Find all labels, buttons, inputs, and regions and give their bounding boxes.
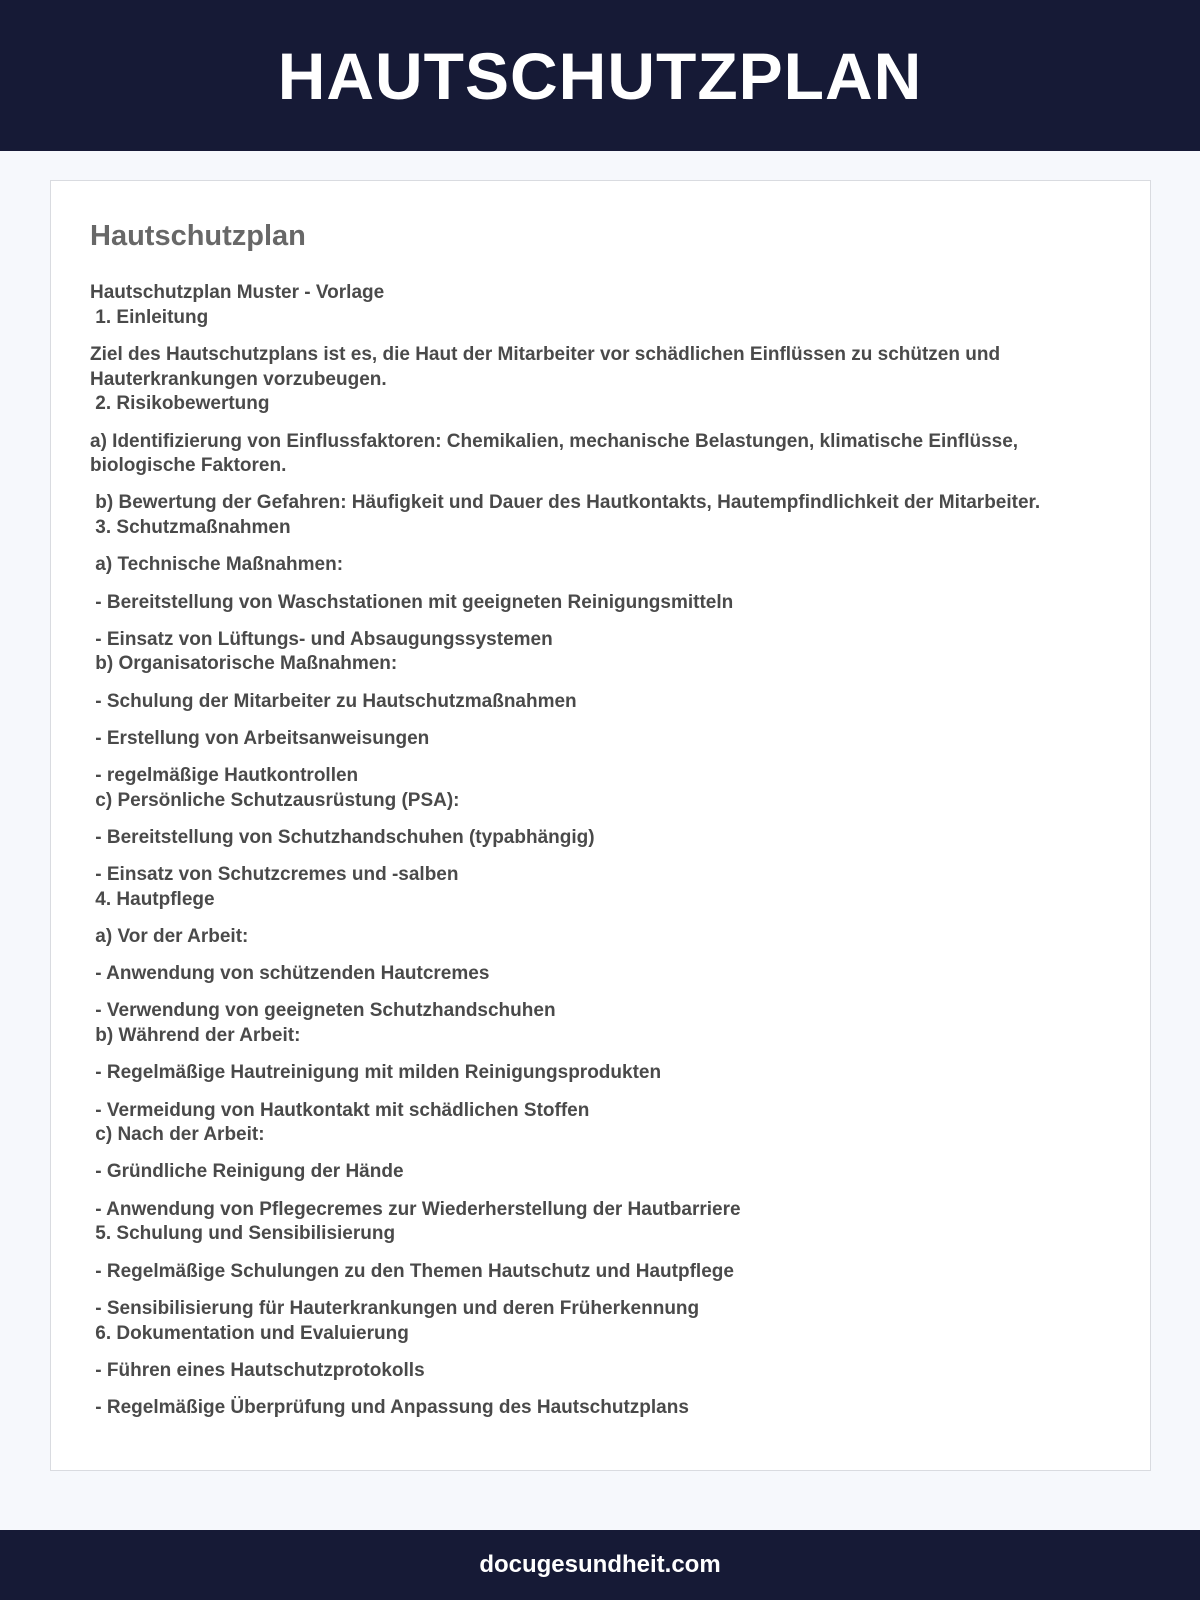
document-line: - Verwendung von geeigneten Schutzhandschuhen	[90, 1000, 556, 1022]
document-line: - Anwendung von schützenden Hautcremes	[90, 963, 490, 985]
document-line: c) Persönliche Schutzausrüstung (PSA):	[90, 789, 460, 811]
document-line: b) Organisatorische Maßnahmen:	[90, 653, 398, 675]
document-line: a) Identifizierung von Einflussfaktoren: Chemikalien, mechanische Belastungen, klimatische Einflüsse, biologische Faktoren.	[90, 430, 1024, 477]
document-line: - Regelmäßige Überprüfung und Anpassung des Hautschutzplans	[90, 1396, 689, 1418]
document-line: a) Vor der Arbeit:	[90, 926, 249, 948]
document-line: - Erstellung von Arbeitsanweisungen	[90, 727, 430, 749]
document-line: - Einsatz von Schutzcremes und -salben	[90, 864, 459, 886]
document-line: a) Technische Maßnahmen:	[90, 554, 344, 576]
document-line: 6. Dokumentation und Evaluierung	[90, 1322, 409, 1344]
document-line: - Sensibilisierung für Hauterkrankungen und deren Früherkennung	[90, 1297, 700, 1319]
document-line: Ziel des Hautschutzplans ist es, die Haut der Mitarbeiter vor schädlichen Einflüssen zu schützen und Hauterkrankungen vorzubeugen.	[90, 343, 1006, 390]
document-line: - Regelmäßige Schulungen zu den Themen Hautschutz und Hautpflege	[90, 1260, 734, 1282]
document-line: 4. Hautpflege	[90, 888, 215, 910]
document-title: Hautschutzplan	[90, 220, 306, 252]
document-line: 5. Schulung und Sensibilisierung	[90, 1223, 396, 1245]
document-line: - Anwendung von Pflegecremes zur Wiederherstellung der Hautbarriere	[90, 1198, 741, 1220]
document-line: - Bereitstellung von Waschstationen mit geeigneten Reinigungsmitteln	[90, 591, 734, 613]
document-line: - Vermeidung von Hautkontakt mit schädlichen Stoffen	[90, 1099, 590, 1121]
document-card	[50, 180, 1151, 1471]
header-banner	[0, 0, 1200, 151]
document-line: 1. Einleitung	[90, 306, 209, 328]
document-line: - Gründliche Reinigung der Hände	[90, 1161, 404, 1183]
banner-title: HAUTSCHUTZPLAN	[277, 38, 923, 113]
document-line: - Regelmäßige Hautreinigung mit milden Reinigungsprodukten	[90, 1062, 662, 1084]
document-body	[90, 281, 1110, 1421]
document-line: 2. Risikobewertung	[90, 393, 270, 415]
footer-site-name: docugesundheit.com	[479, 1551, 721, 1578]
footer-banner	[0, 1530, 1200, 1600]
document-line: - Bereitstellung von Schutzhandschuhen (typabhängig)	[90, 826, 595, 848]
document-line: Hautschutzplan Muster - Vorlage	[90, 282, 385, 303]
document-line: - Führen eines Hautschutzprotokolls	[90, 1359, 425, 1381]
document-line: b) Während der Arbeit:	[90, 1025, 301, 1047]
document-line: c) Nach der Arbeit:	[90, 1124, 265, 1146]
document-line: - Einsatz von Lüftungs- und Absaugungssystemen	[90, 628, 553, 650]
document-line: b) Bewertung der Gefahren: Häufigkeit und Dauer des Hautkontakts, Hautempfindlichkeit der Mitarbeiter.	[90, 492, 1041, 514]
document-line: - Schulung der Mitarbeiter zu Hautschutzmaßnahmen	[90, 690, 577, 712]
document-line: - regelmäßige Hautkontrollen	[90, 765, 359, 787]
document-line: 3. Schutzmaßnahmen	[90, 517, 291, 539]
